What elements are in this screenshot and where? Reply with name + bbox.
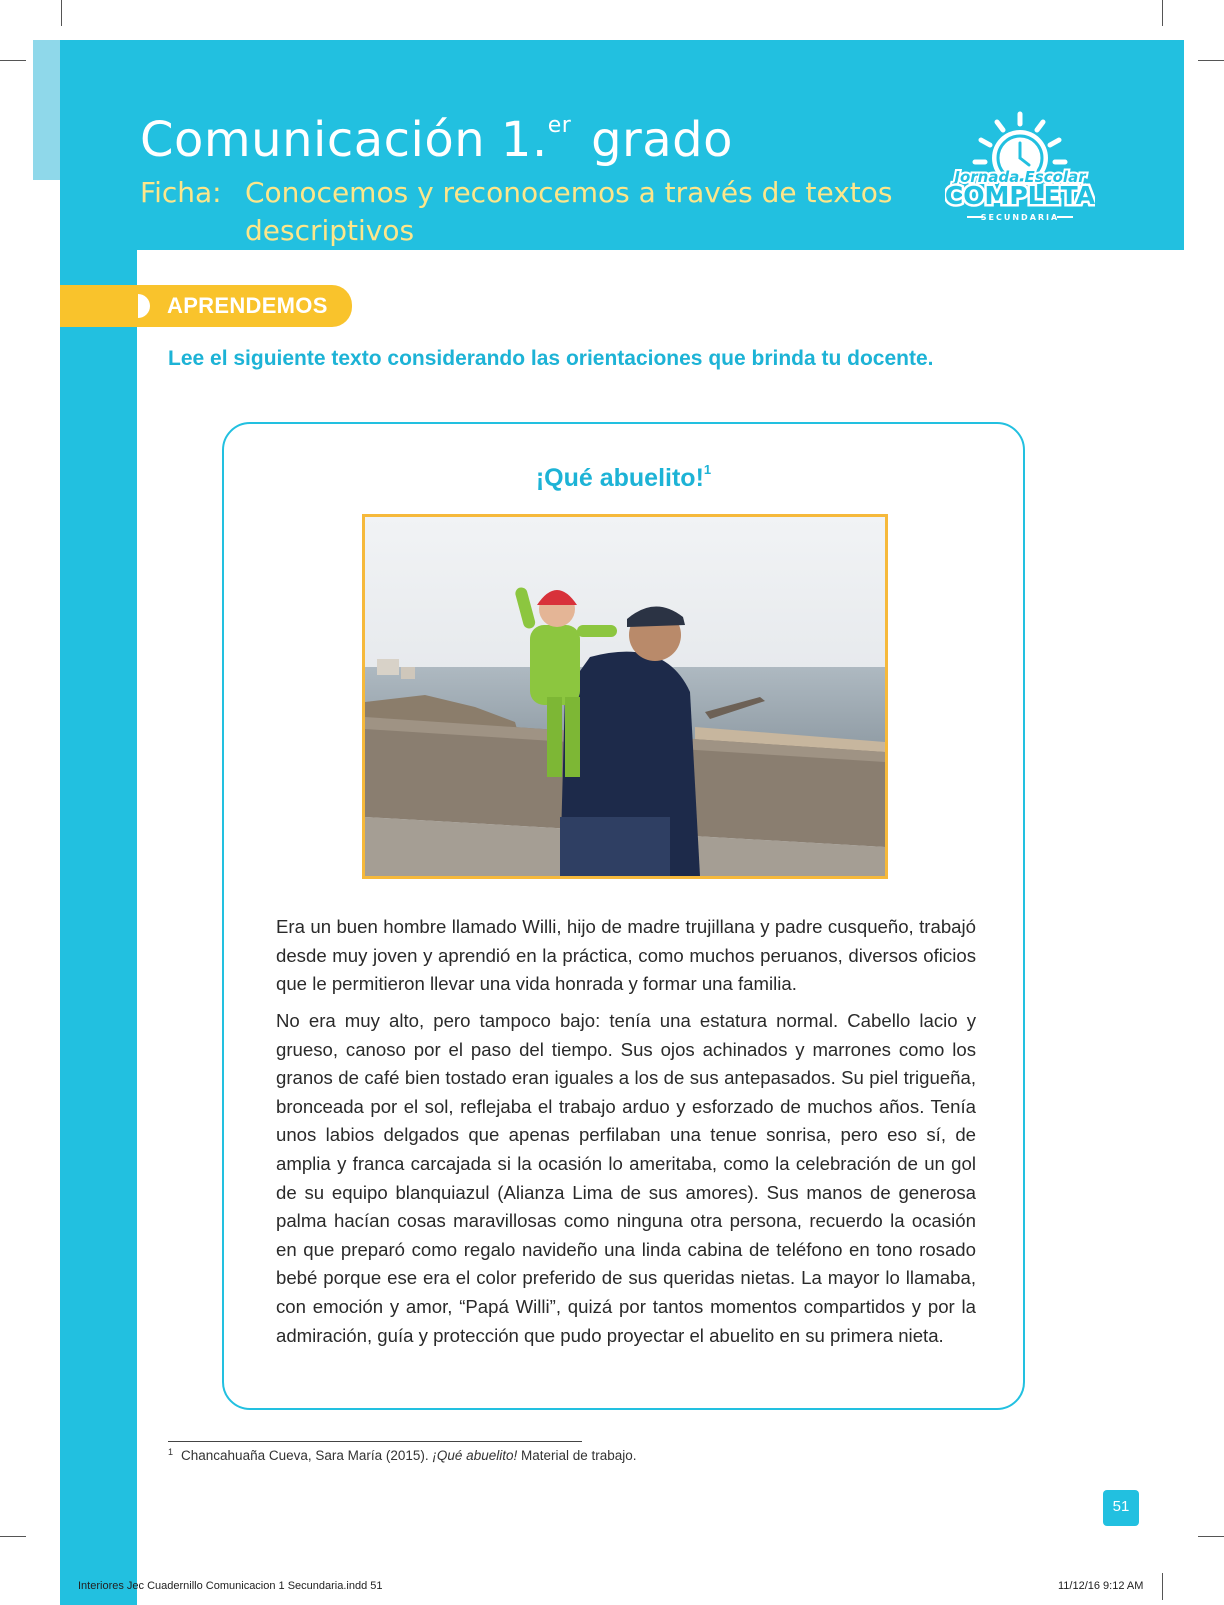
crop-mark — [61, 0, 62, 26]
crop-mark — [1198, 1536, 1224, 1537]
story-title — [222, 462, 1025, 493]
grandfather-photo — [362, 514, 888, 879]
page-number: 51 — [1112, 1498, 1130, 1515]
title-main: Comunicación 1. — [140, 112, 548, 168]
crop-mark — [0, 1536, 26, 1537]
section-label: APRENDEMOS — [167, 293, 328, 318]
crop-mark — [1162, 1573, 1163, 1600]
jornada-escolar-completa-logo — [945, 110, 1095, 225]
left-margin-band — [60, 250, 137, 1605]
photo-illustration — [365, 517, 885, 876]
logo-line3: SECUNDARIA — [980, 213, 1060, 222]
page-title — [140, 112, 733, 168]
print-slug-timestamp: 11/12/16 9:12 AM — [1058, 1580, 1144, 1592]
footnote-citation: Chancahuaña Cueva, Sara María (2015). — [181, 1448, 433, 1463]
logo-line1: Jornada Escolar — [954, 168, 1086, 186]
ficha-label: Ficha: — [140, 176, 222, 209]
ficha-text: Conocemos y reconocemos a través de textos descriptivos — [245, 176, 893, 247]
footnote-divider — [168, 1441, 582, 1442]
footnote-title: ¡Qué abuelito! — [432, 1448, 518, 1463]
crop-mark — [0, 60, 26, 61]
story-title-text: ¡Qué abuelito! — [535, 464, 704, 492]
story-title-footnote-ref: 1 — [703, 462, 712, 477]
instruction-text: Lee el siguiente texto considerando las orientaciones que brinda tu docente. — [168, 347, 934, 370]
title-end: grado — [591, 112, 734, 168]
half-circle-icon — [138, 294, 150, 318]
crop-mark — [1198, 60, 1224, 61]
crop-mark — [1162, 0, 1163, 26]
print-slug-filename: Interiores Jec Cuadernillo Comunicacion 1 Secundaria.indd 51 — [78, 1580, 383, 1592]
logo-line2: COMPLETA — [945, 181, 1095, 210]
header-accent-strip — [33, 40, 60, 180]
section-tab-aprendemos — [60, 285, 352, 327]
title-superscript: er — [547, 113, 572, 138]
footnote-citation-end: Material de trabajo. — [517, 1448, 637, 1463]
story-paragraph: Era un buen hombre llamado Willi, hijo de madre trujillana y padre cusqueño, trabajó desde muy joven y aprendió en la práctica, como muchos peruanos, diversos oficios que le permitieron llevar una vida honrada y formar una familia. — [276, 916, 976, 995]
story-paragraph: No era muy alto, pero tampoco bajo: tenía una estatura normal. Cabello lacio y grueso, canoso por el paso del tiempo. Sus ojos achinados y marrones como los granos de café bien tostado eran iguales a los de sus antepasados. Su piel trigueña, bronceada por el sol, reflejaba el trabajo arduo y esforzado de muchos años. Tenía unos labios delgados que apenas perfilaban una tenue sonrisa, pero eso sí, de amplia y franca carcajada si la ocasión lo ameritaba, como la celebración de un gol de su equipo blanquiazul (Alianza Lima de sus amores). Sus manos de generosa palma hacían cosas maravillosas como ninguna otra persona, recuerdo la ocasión en que preparó como regalo navideño una linda cabina de teléfono en tono rosado bebé porque ese era el color preferido de sus queridas nietas. La mayor lo llamaba, con emoción y amor, “Papá Willi”, quizá por tantos momentos compartidos y por la admiración, guía y protección que pudo proyectar el abuelito en su primera nieta. — [276, 1010, 976, 1346]
footnote-number: 1 — [168, 1447, 174, 1457]
footnote — [168, 1447, 637, 1463]
